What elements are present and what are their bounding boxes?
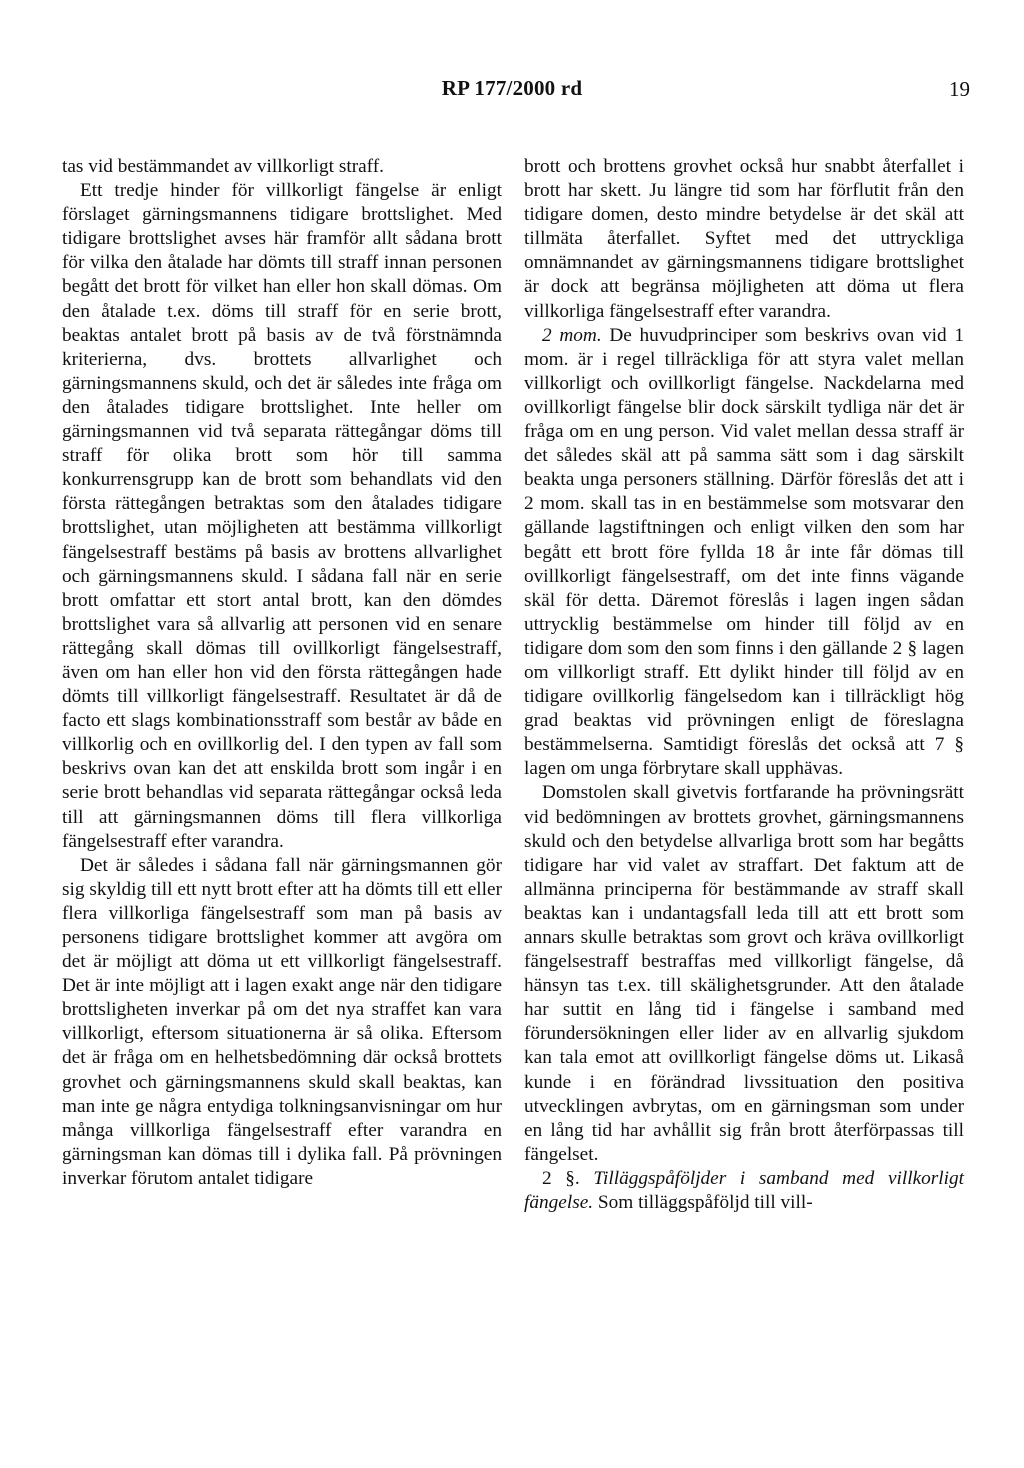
paragraph: tas vid bestämmandet av villkorligt straff. xyxy=(62,156,385,177)
paragraph xyxy=(524,324,964,782)
section-label: 2 mom. xyxy=(542,324,602,346)
section-heading: Tilläggspåföljder i samband med villkorligt fängelse. xyxy=(524,1167,964,1214)
left-column xyxy=(62,155,502,1191)
section-label: 2 §. xyxy=(542,1167,580,1189)
paragraph: Ett tredje hinder för villkorligt fängelse är enligt förslaget gärningsmannens tidigare brottslighet. Med tidigare brottslighet avses här framför allt sådana brott för vilka den åtalade har dömts till straff innan personen begått det brott för vilket han eller hon skall dömas. Om den åtalade t.ex. döms till straff för en serie brott, beaktas antalet brott på basis av de två förstnämnda kriterierna, dvs. brottets allvarlighet och gärningsmannens skuld, och det är således inte fråga om den åtalades tidigare brottslighet. Inte heller om gärningsmannen vid två separata rättegångar döms till straff för olika brott som hör till samma konkurrensgrupp kan de brott som behandlats vid den första rättegången betraktas som den åtalades tidigare brottslighet, utan möjligheten att bestämma villkorligt fängelsestraff bestäms på basis av brottens allvarlighet och gärningsmannens skuld. I sådana fall när en serie brott omfattar ett stort antal brott, kan den dömdes brottslighet vara så allvarlig att personen vid en senare rättegång skall dömas till ovillkorligt fängelsestraff, även om han eller hon vid den första rättegången hade dömts till villkorligt fängelsestraff. Resultatet är då de facto ett slags kombinationsstraff som består av både en villkorlig och en ovillkorlig del. I den typen av fall som beskrivs ovan kan det att enskilda brott som ingår i en serie brott behandlas vid separata rättegångar också leda till att gärningsmannen döms till flera villkorliga fängelsestraff efter varandra. xyxy=(62,180,502,852)
paragraph: Domstolen skall givetvis fortfarande ha prövningsrätt vid bedömningen av brottets grovhet, gärningsmannens skuld och den betydelse allvarliga brott som har begåtts tidigare har vid valet av straffart. Det faktum att de allmänna principerna för bestämmande av straff skall beaktas kan i undantagsfall leda till att ett brott som annars skulle betraktas som grovt och kräva ovillkorligt fängelsestraff bestraffas med villkorligt fängelse, då hänsyn tas t.ex. till skälighetsgrunder. Att den åtalade har suttit en lång tid i fängelse i samband med förundersökningen eller lider av en allvarlig sjukdom kan tala emot att ovillkorligt fängelse döms ut. Likaså kunde i en förändrad livssituation den positiva utvecklingen avbrytas, om en gärningsman som under en lång tid har avhållit sig från brott återförpassas till fängelset. xyxy=(524,782,964,1165)
page-number: 19 xyxy=(949,77,970,101)
paragraph-text: Som tilläggspåföljd till vill- xyxy=(593,1192,813,1214)
paragraph-text: De huvudprinciper som beskrivs ovan vid 1 mom. är i regel tillräckliga för att styra valet mellan villkorligt och ovillkorligt fängelse. Nackdelarna med ovillkorligt fängelse blir dock särskilt tydliga när det är fråga om en ung person. Vid valet mellan dessa straff är det således skäl att på samma sätt som i dag särskilt beakta unga personers ställning. Därför föreslås det att i 2 mom. skall tas in en bestämmelse som motsvarar den gällande lagstiftningen och enligt vilken den som har begått ett brott före fyllda 18 år inte får dömas till ovillkorligt fängelsestraff, om det inte finns vägande skäl för detta. Däremot föreslås i lagen ingen sådan uttrycklig bestämmelse om hinder till följd av en tidigare dom som den som finns i den gällande 2 § lagen om villkorligt straff. Ett dylikt hinder till följd av en tidigare ovillkorlig fängelsedom kan i tillräckligt hög grad beaktas vid prövningen enligt de föreslagna bestämmelserna. Samtidigt föreslås det också att 7 § lagen om unga förbrytare skall upphävas. xyxy=(524,324,964,780)
document-reference: RP 177/2000 rd xyxy=(441,76,583,100)
paragraph: brott och brottens grovhet också hur snabbt återfallet i brott har skett. Ju längre tid som har förflutit från den tidigare domen, desto mindre betydelse är det skäl att tillmäta återfallet. Syftet med det uttryckliga omnämnandet av gärningsmannens tidigare brottslighet är dock att begränsa möjligheten att döma ut flera villkorliga fängelsestraff efter varandra. xyxy=(524,156,964,322)
right-column xyxy=(524,155,964,1215)
paragraph: Det är således i sådana fall när gärningsmannen gör sig skyldig till ett nytt brott efter att ha dömts till ett eller flera villkorliga fängelsestraff som man på basis av personens tidigare brottslighet kommer att avgöra om det är möjligt att döma ut ett villkorligt fängelsestraff. Det är inte möjligt att i lagen exakt ange när den tidigare brottsligheten inverkar på om det nya straffet kan vara villkorligt, eftersom situationerna är så olika. Eftersom det är fråga om en helhetsbedömning där också brottets grovhet och gärningsmannens skuld skall beaktas, kan man inte ge några entydiga tolkningsanvisningar om hur många villkorliga fängelsestraff efter varandra en gärningsman kan dömas till i dylika fall. På prövningen inverkar förutom antalet tidigare xyxy=(62,854,502,1189)
paragraph xyxy=(524,1167,964,1215)
